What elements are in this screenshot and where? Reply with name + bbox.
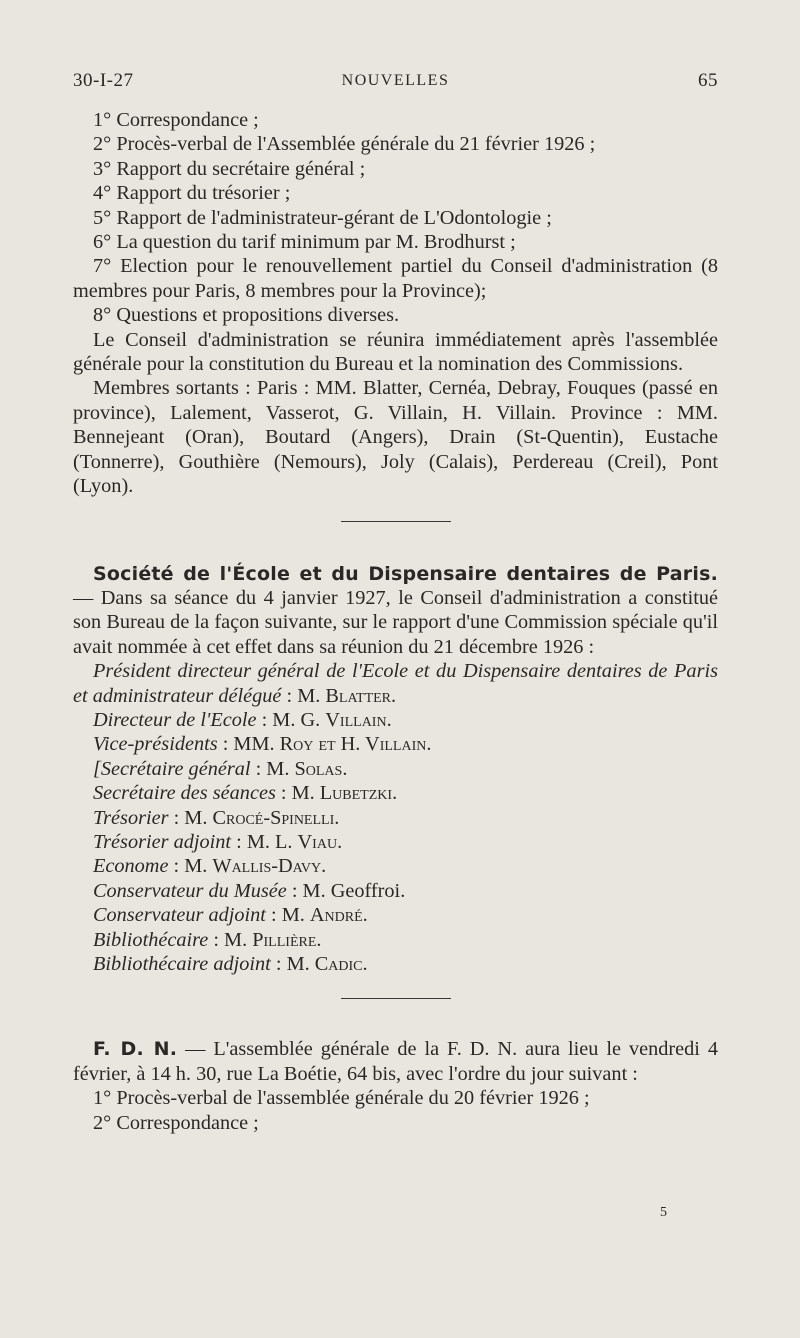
role-title: Directeur de l'Ecole [93, 708, 257, 731]
role-title: [Secrétaire général [93, 757, 251, 780]
fdn-paragraph [73, 1037, 718, 1086]
agenda-item: 2° Procès-verbal de l'Assemblée générale du 21 février 1926 ; [93, 133, 596, 156]
role-end: . [391, 684, 397, 707]
role-title: Bibliothécaire [93, 928, 209, 951]
role-separator: : M. [250, 757, 295, 780]
role-end: . [337, 830, 343, 853]
agenda-item: 4° Rapport du trésorier ; [93, 182, 291, 205]
bureau-role [73, 806, 718, 830]
bureau-role [73, 830, 718, 854]
role-title: Conservateur adjoint [93, 904, 266, 927]
bureau-role [73, 854, 718, 878]
role-person: Blatter [325, 684, 392, 707]
agenda-item: 1° Procès-verbal de l'assemblée générale du 20 février 1926 ; [93, 1087, 590, 1110]
role-person: Pillière [252, 928, 317, 951]
section-title: NOUVELLES [341, 72, 450, 89]
role-end: . [426, 733, 432, 756]
agenda-item: 5° Rapport de l'administrateur-gérant de L'Odontologie ; [93, 206, 552, 229]
role-separator: : M. [275, 782, 320, 805]
role-title: Conservateur du Musée [93, 879, 287, 902]
page-body [73, 108, 718, 1135]
role-end: . [392, 782, 398, 805]
role-end: . [342, 757, 348, 780]
bureau-role [73, 659, 718, 708]
membres-paragraph: Membres sortants : Paris : MM. Blatter, Cernéa, Debray, Fouques (passé en province), Lalement, Vasserot, G. Villain, H. Villain. Province : MM. Bennejeant (Oran), Boutard (Angers), Drain (St-Quentin), Eustache (Tonnerre), Gouthière (Nemours), Joly (Calais), Perdereau (Creil), Pont (Lyon). [73, 377, 718, 498]
issue-date: 30-I-27 [73, 70, 134, 91]
role-end: . [316, 928, 322, 951]
role-person: Crocé-Spinelli [212, 806, 335, 829]
page-number: 65 [698, 70, 718, 91]
role-person: Roy et H. Villain [279, 733, 427, 756]
bureau-role [73, 781, 718, 805]
bureau-role [73, 708, 718, 732]
role-person: Cadic [314, 953, 363, 975]
role-separator: : M. [168, 806, 213, 829]
agenda-item: 7° Election pour le renouvellement partiel du Conseil d'administration (8 membres pour Paris, 8 membres pour la Province); [73, 255, 718, 302]
role-end: . [334, 806, 340, 829]
role-separator: : M. L. [231, 830, 298, 853]
societe-text: — Dans sa séance du 4 janvier 1927, le Conseil d'administration a constitué son Bureau de la façon suivante, sur le rapport d'une Commission spéciale qu'il avait nommée à cet effet dans sa réunion du 21 décembre 1926 : [73, 586, 718, 658]
role-person: Lubetzki [319, 782, 393, 805]
fdn-text: — L'assemblée générale de la F. D. N. aura lieu le vendredi 4 février, à 14 h. 30, rue La Boétie, 64 bis, avec l'ordre du jour suivant : [73, 1038, 718, 1085]
role-person: Villain [325, 708, 387, 731]
fdn-heading: F. D. N. [93, 1038, 178, 1061]
role-person: André [309, 904, 363, 927]
role-separator: : M. [281, 684, 326, 707]
agenda-item: 1° Correspondance ; [93, 109, 259, 131]
role-end: . [400, 879, 406, 902]
role-title: Trésorier [93, 806, 169, 829]
agenda-item: 6° La question du tarif minimum par M. Brodhurst ; [93, 231, 516, 254]
bureau-role [73, 952, 718, 976]
role-end: . [362, 904, 368, 927]
role-end: . [321, 855, 327, 878]
agenda-item: 3° Rapport du secrétaire général ; [93, 157, 366, 180]
role-person: Wallis-Davy [212, 855, 322, 878]
role-person: Viau [297, 830, 338, 853]
societe-heading: Société de l'École et du Dispensaire dentaires de Paris. [93, 562, 718, 585]
signature-mark: 5 [660, 1205, 667, 1220]
role-title: Secrétaire des séances [93, 782, 276, 805]
role-separator: : M. [208, 928, 253, 951]
agenda-item: 8° Questions et propositions diverses. [93, 304, 400, 327]
bureau-role [73, 903, 718, 927]
role-title: Trésorier adjoint [93, 830, 232, 853]
conseil-paragraph: Le Conseil d'administration se réunira immédiatement après l'assemblée générale pour la constitution du Bureau et la nomination des Commissions. [73, 328, 718, 376]
role-separator: : M. G. [256, 708, 326, 731]
bureau-list [73, 659, 718, 976]
agenda-item: 2° Correspondance ; [93, 1111, 259, 1134]
bureau-role [73, 879, 718, 903]
role-person: Solas [294, 757, 343, 780]
role-end: . [386, 708, 392, 731]
role-separator: : M. [286, 879, 331, 902]
bureau-role [73, 732, 718, 756]
role-title: Président directeur général de l'Ecole et du Dispensaire dentaires de Paris et administrateur délégué [73, 660, 718, 707]
societe-paragraph [73, 562, 718, 660]
role-title: Econome [93, 855, 169, 878]
role-person: Geoffroi [330, 879, 401, 902]
role-separator: : M. [270, 953, 315, 975]
role-end: . [362, 953, 368, 975]
role-separator: : M. [168, 855, 213, 878]
bureau-role [73, 928, 718, 952]
role-title: Vice-présidents [93, 733, 218, 756]
role-title: Bibliothécaire adjoint [93, 953, 271, 975]
role-separator: : M. [265, 904, 310, 927]
bureau-role [73, 757, 718, 781]
running-head [73, 70, 718, 100]
role-separator: : MM. [217, 733, 280, 756]
